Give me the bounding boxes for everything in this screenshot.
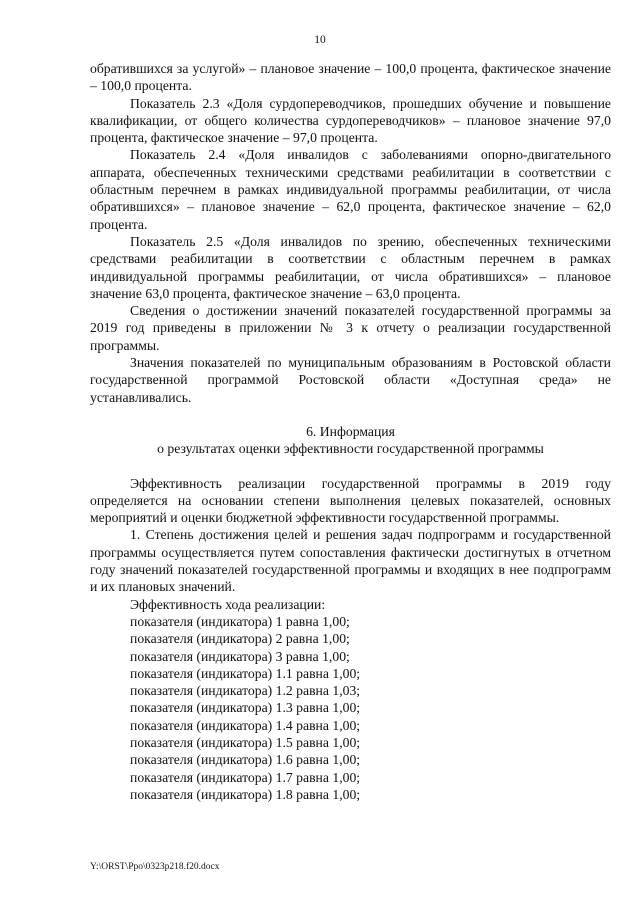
indicator-item: показателя (индикатора) 1.5 равна 1,00; bbox=[130, 734, 361, 750]
paragraph: Показатель 2.5 «Доля инвалидов по зрению, обеспеченных техническими средствами реабилитации в соответствии с областным перечнем в рамках индивидуальной программы реабилитации, от числа обратившихся» – плановое значение 63,0 процента, фактическое значение – 63,0 процента. bbox=[90, 233, 611, 301]
indicator-item: показателя (индикатора) 1.4 равна 1,00; bbox=[130, 717, 361, 733]
indicator-item: показателя (индикатора) 1.1 равна 1,00; bbox=[130, 665, 361, 681]
paragraph: Показатель 2.4 «Доля инвалидов с заболеваниями опорно-двигательного аппарата, обеспеченных техническими средствами реабилитации в соответствии с областным перечнем в рамках индивидуальной программы реабилитации, от числа обратившихся» – плановое значение – 62,0 процента, фактическое значение – 62,0 процента. bbox=[90, 147, 611, 232]
paragraph: Эффективность хода реализации: bbox=[130, 596, 326, 612]
indicator-item: показателя (индикатора) 1.3 равна 1,00; bbox=[130, 700, 361, 716]
indicator-item: показателя (индикатора) 3 равна 1,00; bbox=[130, 648, 350, 664]
indicator-item: показателя (индикатора) 1.7 равна 1,00; bbox=[130, 769, 361, 785]
paragraph: Показатель 2.3 «Доля сурдопереводчиков, прошедших обучение и повышение квалификации, от общего количества сурдопереводчиков» – плановое значение 97,0 процента, фактическое значение – 97,0 процента. bbox=[90, 95, 611, 146]
section-subtitle: о результатах оценки эффективности государственной программы bbox=[157, 441, 544, 457]
section-title: 6. Информация bbox=[306, 423, 395, 439]
spacer bbox=[90, 458, 611, 475]
paragraph: Эффективность реализации государственной программы в 2019 году определяется на основании степени выполнения целевых показателей, основных мероприятий и оценки бюджетной эффективности государственной программы. bbox=[90, 475, 611, 526]
paragraph: 1. Степень достижения целей и решения задач подпрограмм и государственной программы осуществляется путем сопоставления фактически достигнутых в отчетном году значений показателей государственной программы и входящих в нее подпрограмм и их плановых значений. bbox=[90, 527, 611, 595]
indicator-item: показателя (индикатора) 2 равна 1,00; bbox=[130, 631, 350, 647]
indicator-item: показателя (индикатора) 1.6 равна 1,00; bbox=[130, 752, 361, 768]
document-body bbox=[90, 60, 611, 803]
indicator-item: показателя (индикатора) 1.8 равна 1,00; bbox=[130, 786, 361, 802]
spacer bbox=[90, 406, 611, 423]
paragraph: обратившихся за услугой» – плановое значение – 100,0 процента, фактическое значение – 100,0 процента. bbox=[90, 61, 611, 94]
indicator-item: показателя (индикатора) 1.2 равна 1,03; bbox=[130, 683, 361, 699]
indicator-item: показателя (индикатора) 1 равна 1,00; bbox=[130, 613, 350, 629]
paragraph: Сведения о достижении значений показателей государственной программы за 2019 год приведены в приложении № 3 к отчету о реализации государственной программы. bbox=[90, 303, 611, 353]
footer-filepath: Y:\ORST\Ppo\0323p218.f20.docx bbox=[90, 862, 220, 872]
paragraph: Значения показателей по муниципальным образованиям в Ростовской области государственной программой Ростовской области «Доступная среда» не устанавливались. bbox=[90, 355, 611, 405]
page-number: 10 bbox=[314, 34, 326, 46]
